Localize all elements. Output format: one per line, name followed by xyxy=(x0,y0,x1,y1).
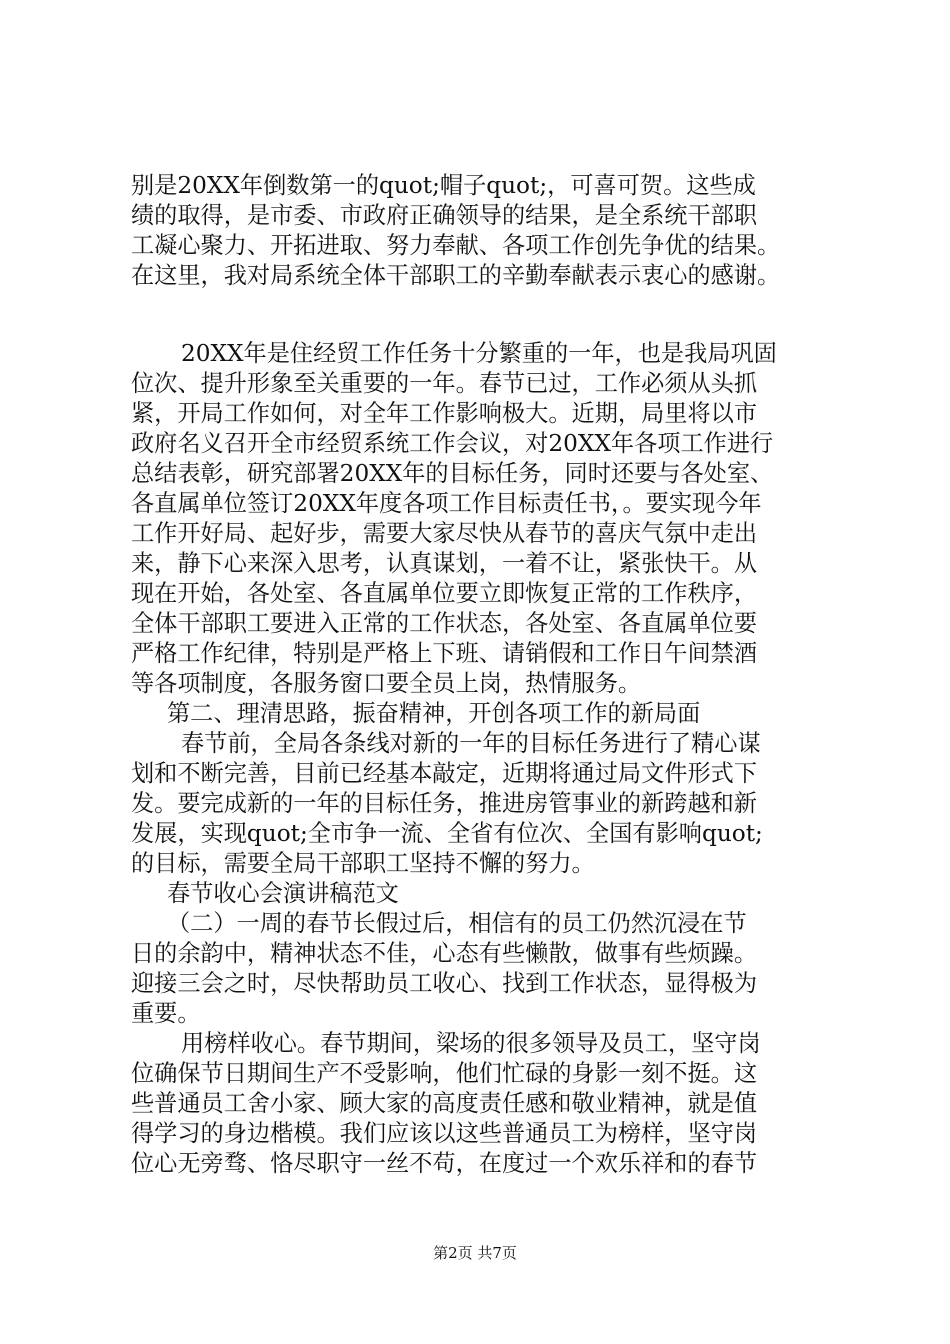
text-line: 发展，实现quot;全市争一流、全省有位次、全国有影响quot; xyxy=(131,820,763,847)
text-line: 绩的取得，是市委、市政府正确领导的结果，是全系统干部职 xyxy=(131,202,758,229)
paragraph-gap xyxy=(131,291,831,339)
text-line: 的目标，需要全局干部职工坚持不懈的努力。 xyxy=(131,850,595,877)
text-line: 工凝心聚力、开拓进取、努力奉献、各项工作创先争优的结果。 xyxy=(131,232,781,259)
text-line: 全体干部职工要进入正常的工作状态，各处室、各直属单位要 xyxy=(131,610,758,637)
text-line: 位次、提升形象至关重要的一年。春节已过，工作必须从头抓 xyxy=(131,370,758,397)
text-line: 迎接三会之时，尽快帮助员工收心、找到工作状态，显得极为 xyxy=(131,970,758,997)
article-title: 春节收心会演讲稿范文 xyxy=(167,880,399,907)
text-line: 紧，开局工作如何，对全年工作影响极大。近期，局里将以市 xyxy=(131,400,758,427)
paragraph-holiday xyxy=(131,909,831,1029)
text-line: 发。要完成新的一年的目标任务，推进房管事业的新跨越和新 xyxy=(131,790,758,817)
text-line: 总结表彰，研究部署20XX年的目标任务，同时还要与各处室、 xyxy=(131,460,774,487)
text-line: 位确保节日期间生产不受影响，他们忙碌的身影一刻不挺。这 xyxy=(131,1060,758,1087)
text-line: 些普通员工舍小家、顾大家的高度责任感和敬业精神，就是值 xyxy=(131,1090,758,1117)
paragraph-role-models xyxy=(131,1029,831,1179)
text-line: （二）一周的春节长假过后，相信有的员工仍然沉浸在节 xyxy=(167,910,747,937)
text-line: 来，静下心来深入思考，认真谋划，一着不让，紧张快干。从 xyxy=(131,550,758,577)
text-line: 在这里，我对局系统全体干部职工的辛勤奉献表示衷心的感谢。 xyxy=(131,262,781,289)
text-line: 20XX年是住经贸工作任务十分繁重的一年，也是我局巩固 xyxy=(181,340,777,367)
text-line: 严格工作纪律，特别是严格上下班、请销假和工作日午间禁酒 xyxy=(131,640,758,667)
page-number-footer: 第2页 共7页 xyxy=(433,1244,517,1262)
paragraph-goals xyxy=(131,729,831,879)
text-line: 等各项制度，各服务窗口要全员上岗，热情服务。 xyxy=(131,670,642,697)
text-line: 日的余韵中，精神状态不佳，心态有些懒散，做事有些烦躁。 xyxy=(131,940,758,967)
text-line: 得学习的身边楷模。我们应该以这些普通员工为榜样，坚守岗 xyxy=(131,1120,758,1147)
section-heading: 第二、理清思路，振奋精神，开创各项工作的新局面 xyxy=(167,700,701,727)
paragraph-work-tasks xyxy=(131,339,831,699)
text-line: 各直属单位签订20XX年度各项工作目标责任书，。要实现今年 xyxy=(131,490,762,517)
text-line: 春节前，全局各条线对新的一年的目标任务进行了精心谋 xyxy=(181,730,761,757)
document-body xyxy=(131,171,831,1179)
text-line: 别是20XX年倒数第一的quot;帽子quot;，可喜可贺。这些成 xyxy=(131,172,756,199)
text-line: 重要。 xyxy=(131,1000,201,1027)
paragraph-continuation xyxy=(131,171,831,291)
text-line: 工作开好局、起好步，需要大家尽快从春节的喜庆气氛中走出 xyxy=(131,520,758,547)
text-line: 现在开始，各处室、各直属单位要立即恢复正常的工作秩序， xyxy=(131,580,758,607)
text-line: 用榜样收心。春节期间，梁场的很多领导及员工，坚守岗 xyxy=(181,1030,761,1057)
text-line: 划和不断完善，目前已经基本敲定，近期将通过局文件形式下 xyxy=(131,760,758,787)
text-line: 政府名义召开全市经贸系统工作会议，对20XX年各项工作进行 xyxy=(131,430,774,457)
text-line: 位心无旁骛、恪尽职守一丝不苟，在度过一个欢乐祥和的春节 xyxy=(131,1150,758,1177)
